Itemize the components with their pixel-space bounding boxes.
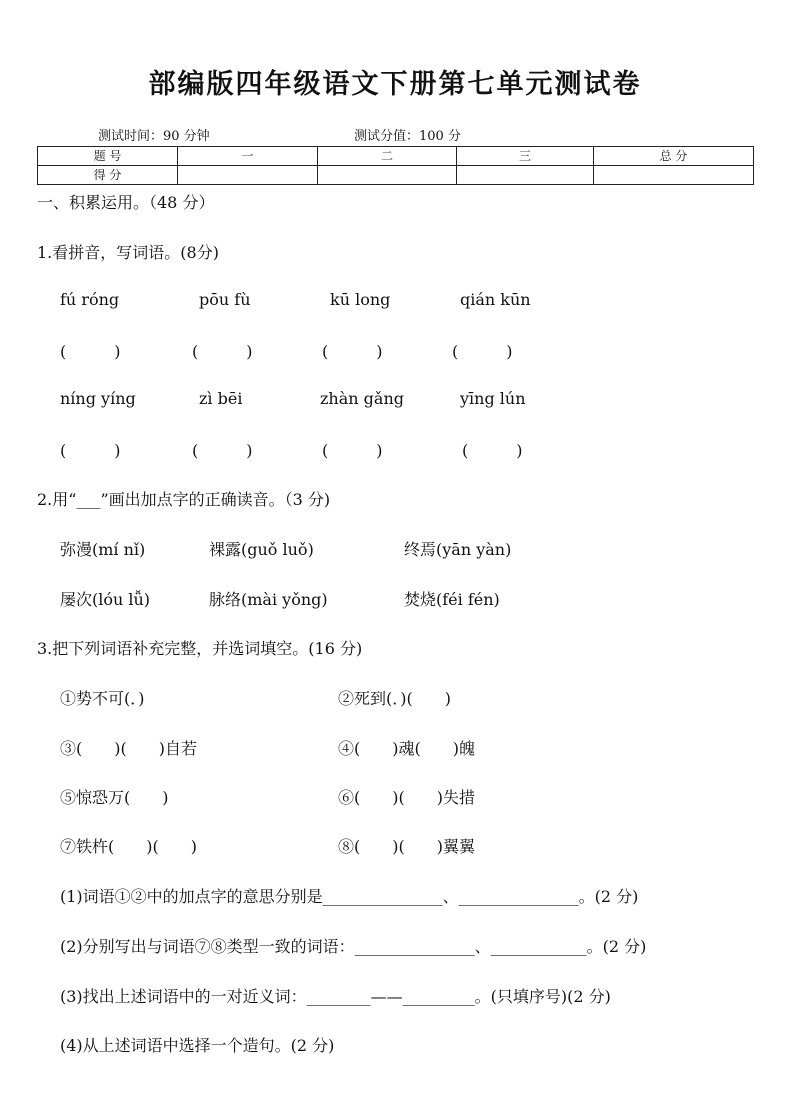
pinyin-item: pōu fù bbox=[199, 290, 251, 309]
idiom-item[interactable]: ②死到(．)( ) bbox=[338, 689, 451, 708]
reading-choice[interactable]: 弥漫(mí nǐ) bbox=[60, 540, 146, 559]
answer-blank[interactable]: ( ) bbox=[60, 441, 121, 460]
score-table bbox=[37, 146, 754, 185]
idiom-item[interactable]: ③( )( )自若 bbox=[60, 739, 197, 758]
sub-question-2[interactable]: (2)分别写出与词语⑦⑧类型一致的词语：_______________、____________。(2 分) bbox=[60, 937, 647, 956]
question-3-prompt: 3.把下列词语补充完整，并选词填空。(16 分) bbox=[37, 639, 363, 658]
idiom-item[interactable]: ⑧( )( )翼翼 bbox=[338, 837, 475, 856]
reading-choice[interactable]: 裸露(guǒ luǒ) bbox=[209, 540, 314, 559]
test-time: 测试时间：90 分钟 bbox=[98, 129, 210, 144]
idiom-item[interactable]: ⑦铁杵( )( ) bbox=[60, 837, 197, 856]
answer-blank[interactable]: ( ) bbox=[60, 342, 121, 361]
score-row-label: 得 分 bbox=[38, 166, 178, 185]
question-1-prompt: 1.看拼音，写词语。(8分) bbox=[37, 243, 219, 262]
section-heading: 一、积累运用。（48 分） bbox=[37, 193, 215, 212]
reading-choice[interactable]: 终焉(yān yàn) bbox=[404, 540, 512, 559]
answer-blank[interactable]: ( ) bbox=[192, 342, 253, 361]
score-cell[interactable] bbox=[457, 166, 594, 185]
pinyin-item: yīng lún bbox=[460, 389, 526, 408]
answer-blank[interactable]: ( ) bbox=[192, 441, 253, 460]
idiom-item[interactable]: ⑤惊恐万( ) bbox=[60, 788, 169, 807]
idiom-item[interactable]: ①势不可(．) bbox=[60, 689, 145, 708]
pinyin-item: zhàn gǎng bbox=[320, 389, 404, 408]
score-header-cell: 三 bbox=[457, 147, 594, 166]
page-title: 部编版四年级语文下册第七单元测试卷 bbox=[148, 69, 642, 100]
score-header-cell: 总 分 bbox=[594, 147, 754, 166]
score-header-cell: 题 号 bbox=[38, 147, 178, 166]
pinyin-item: kū long bbox=[330, 290, 391, 309]
sub-question-4: (4)从上述词语中选择一个造句。(2 分) bbox=[60, 1036, 335, 1055]
idiom-item[interactable]: ④( )魂( )魄 bbox=[338, 739, 475, 758]
sub-question-1[interactable]: (1)词语①②中的加点字的意思分别是_______________、_______________。(2 分) bbox=[60, 887, 639, 906]
score-header-cell: 一 bbox=[178, 147, 318, 166]
score-table-header-row bbox=[38, 147, 754, 166]
score-header-cell: 二 bbox=[318, 147, 457, 166]
idiom-item[interactable]: ⑥( )( )失措 bbox=[338, 788, 475, 807]
reading-choice[interactable]: 脉络(mài yǒng) bbox=[209, 590, 328, 609]
sub-question-3[interactable]: (3)找出上述词语中的一对近义词：________——_________。(只填序号)(2 分) bbox=[60, 987, 611, 1006]
answer-blank[interactable]: ( ) bbox=[452, 342, 513, 361]
test-score: 测试分值：100 分 bbox=[354, 129, 461, 144]
reading-choice[interactable]: 屡次(lóu lǚ) bbox=[60, 590, 151, 609]
score-cell[interactable] bbox=[318, 166, 457, 185]
pinyin-item: níng yíng bbox=[60, 389, 136, 408]
score-cell[interactable] bbox=[594, 166, 754, 185]
answer-blank[interactable]: ( ) bbox=[322, 441, 383, 460]
pinyin-item: zì bēi bbox=[199, 389, 243, 408]
pinyin-item: qián kūn bbox=[460, 290, 531, 309]
answer-blank[interactable]: ( ) bbox=[462, 441, 523, 460]
score-table-score-row bbox=[38, 166, 754, 185]
question-2-prompt: 2.用“___”画出加点字的正确读音。（3 分) bbox=[37, 490, 331, 509]
score-cell[interactable] bbox=[178, 166, 318, 185]
reading-choice[interactable]: 焚烧(féi fén) bbox=[404, 590, 500, 609]
pinyin-item: fú róng bbox=[60, 290, 120, 309]
answer-blank[interactable]: ( ) bbox=[322, 342, 383, 361]
